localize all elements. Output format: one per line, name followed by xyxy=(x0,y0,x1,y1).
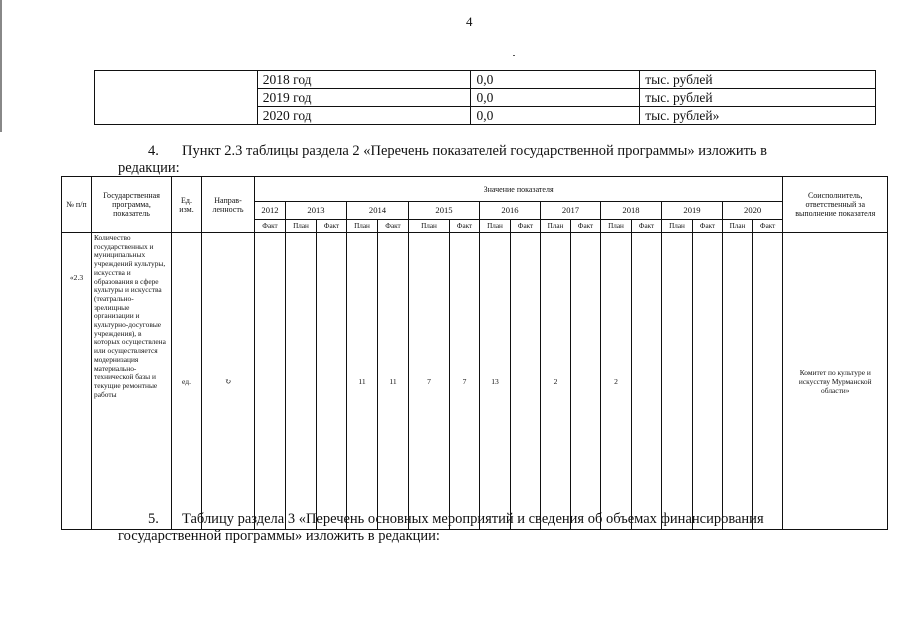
value-cell: 11 xyxy=(347,233,378,530)
row-number: «2.3 xyxy=(62,233,92,530)
item-4-paragraph xyxy=(118,143,818,177)
scan-edge-mark xyxy=(0,0,2,132)
item-5-paragraph xyxy=(118,511,838,545)
item-4-text: Пункт 2.3 таблицы раздела 2 «Перечень показателей государственной программы» изложить в редакции: xyxy=(118,143,768,176)
value-cell xyxy=(632,233,662,530)
value-cell: 7 xyxy=(450,233,480,530)
indicator-name: Количество государственных и муниципальных учреждений культуры, искусства и образования в сфере культуры и искусства (театрально-зрелищные организации и культурно-досуговые учреждения), в которых осуществлена или осуществляется модернизация материально-технической базы и текущие ремонтные работы xyxy=(92,233,172,530)
indicators-table xyxy=(61,176,888,530)
value-cell xyxy=(693,233,723,530)
col-header-value-group: Значение показателя xyxy=(255,177,783,202)
value-cell xyxy=(662,233,693,530)
year-header-2019: 2019 xyxy=(662,202,723,220)
value-cell: 13 xyxy=(480,233,511,530)
scan-speck xyxy=(513,55,515,56)
budget-year: 2019 год xyxy=(257,89,471,107)
item-5-text: Таблицу раздела 3 «Перечень основных мероприятий и сведения об объемах финансирования государственной программы» изложить в редакции: xyxy=(118,511,764,544)
item-4-number: 4. xyxy=(148,143,159,159)
value-cell xyxy=(317,233,347,530)
budget-unit: тыс. рублей» xyxy=(640,107,876,125)
subheader-plan: План xyxy=(723,220,753,233)
value-cell: 7 xyxy=(409,233,450,530)
col-header-direction: Направ-ленность xyxy=(202,177,255,233)
table-row xyxy=(62,233,888,530)
year-header-2012: 2012 xyxy=(255,202,286,220)
subheader-plan: План xyxy=(662,220,693,233)
subheader-fact: Факт xyxy=(255,220,286,233)
subheader-plan: План xyxy=(541,220,571,233)
subheader-fact: Факт xyxy=(632,220,662,233)
value-cell xyxy=(571,233,601,530)
year-header-2015: 2015 xyxy=(409,202,480,220)
subheader-plan: План xyxy=(286,220,317,233)
subheader-fact: Факт xyxy=(693,220,723,233)
budget-empty-cell xyxy=(95,71,258,125)
item-5-number: 5. xyxy=(148,511,159,527)
subheader-plan: План xyxy=(409,220,450,233)
value-cell xyxy=(753,233,783,530)
page-number: 4 xyxy=(466,14,473,29)
subheader-plan: План xyxy=(480,220,511,233)
subheader-plan: План xyxy=(601,220,632,233)
value-cell xyxy=(255,233,286,530)
value-cell: 11 xyxy=(378,233,409,530)
budget-year: 2020 год xyxy=(257,107,471,125)
direction-icon: ↻ xyxy=(202,233,255,530)
subheader-fact: Факт xyxy=(571,220,601,233)
year-header-2016: 2016 xyxy=(480,202,541,220)
col-header-coexecutor: Соисполнитель, ответственный за выполнение показателя xyxy=(783,177,888,233)
value-cell: 2 xyxy=(601,233,632,530)
subheader-fact: Факт xyxy=(317,220,347,233)
value-cell xyxy=(511,233,541,530)
budget-unit: тыс. рублей xyxy=(640,89,876,107)
budget-value: 0,0 xyxy=(471,89,640,107)
subheader-fact: Факт xyxy=(378,220,409,233)
subheader-fact: Факт xyxy=(450,220,480,233)
col-header-unit: Ед. изм. xyxy=(172,177,202,233)
budget-unit: тыс. рублей xyxy=(640,71,876,89)
value-cell xyxy=(286,233,317,530)
budget-year: 2018 год xyxy=(257,71,471,89)
budget-row xyxy=(95,71,876,89)
subheader-fact: Факт xyxy=(511,220,541,233)
indicator-unit: ед. xyxy=(172,233,202,530)
subheader-plan: План xyxy=(347,220,378,233)
year-header-2017: 2017 xyxy=(541,202,601,220)
col-header-program: Государственная программа, показатель xyxy=(92,177,172,233)
budget-table xyxy=(94,70,876,125)
year-header-2014: 2014 xyxy=(347,202,409,220)
year-header-2013: 2013 xyxy=(286,202,347,220)
subheader-fact: Факт xyxy=(753,220,783,233)
value-cell xyxy=(723,233,753,530)
year-header-2018: 2018 xyxy=(601,202,662,220)
budget-value: 0,0 xyxy=(471,107,640,125)
col-header-num: № п/п xyxy=(62,177,92,233)
value-cell: 2 xyxy=(541,233,571,530)
year-header-2020: 2020 xyxy=(723,202,783,220)
coexecutor-cell: Комитет по культуре и искусству Мурманской области» xyxy=(783,233,888,530)
budget-value: 0,0 xyxy=(471,71,640,89)
